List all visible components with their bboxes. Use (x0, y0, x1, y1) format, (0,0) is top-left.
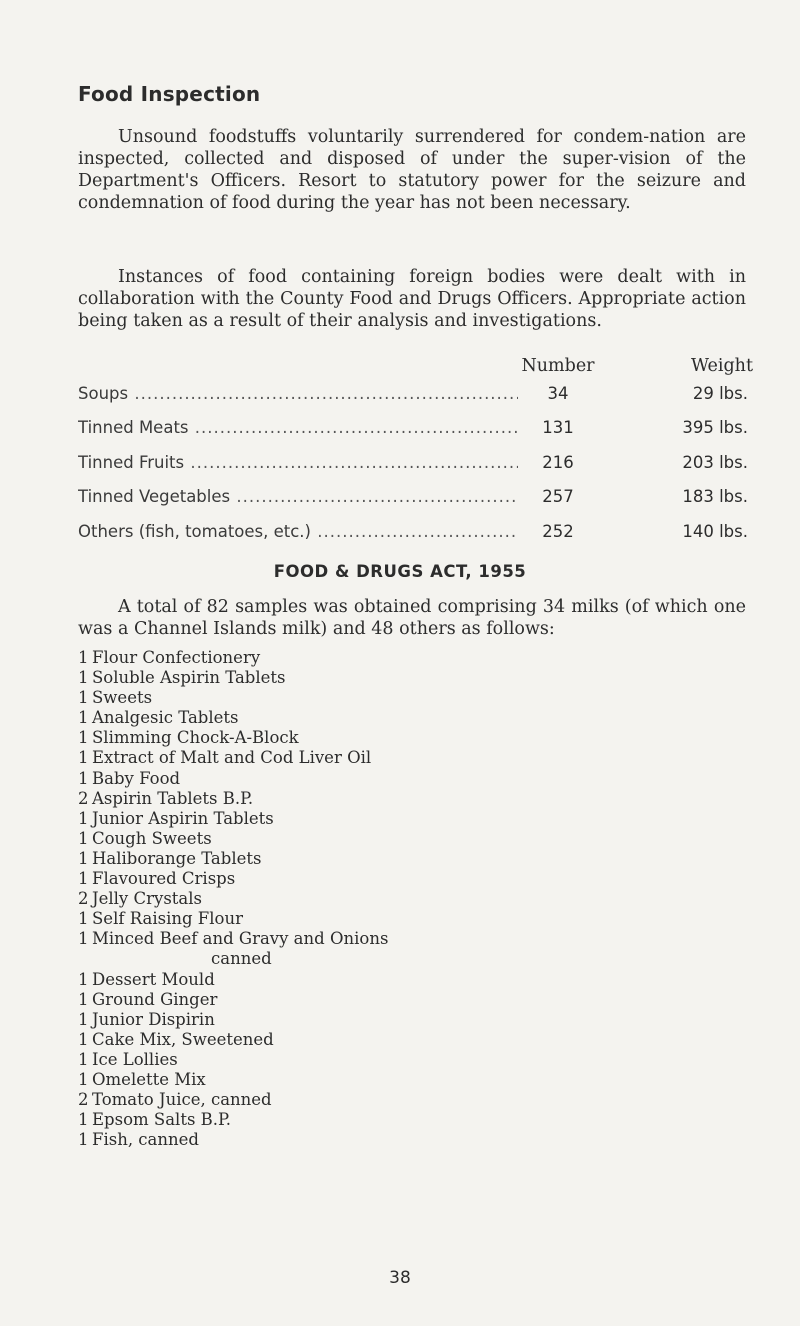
item-quantity: 1 (78, 768, 89, 788)
table-row (78, 487, 748, 521)
item-quantity: 1 (78, 808, 89, 828)
row-number: 252 (518, 522, 598, 541)
list-item (78, 648, 678, 668)
act-heading: FOOD & DRUGS ACT, 1955 (273, 562, 527, 581)
header-weight: Weight (690, 356, 753, 376)
item-description: Fish, canned (92, 1130, 199, 1150)
item-quantity: 1 (78, 929, 89, 949)
item-quantity: 1 (78, 989, 89, 1009)
samples-list (78, 648, 678, 1150)
item-quantity: 1 (78, 748, 89, 768)
item-description: Cough Sweets (92, 828, 212, 848)
item-quantity: 1 (78, 848, 89, 868)
list-item (78, 769, 678, 789)
item-quantity: 1 (78, 1130, 89, 1150)
list-item (78, 1070, 678, 1090)
row-number: 257 (518, 487, 598, 506)
table-row (78, 384, 748, 418)
row-item: Tinned Fruits ..... (78, 453, 548, 472)
page-number: 38 (389, 1268, 411, 1288)
item-quantity: 1 (78, 688, 89, 708)
list-item (78, 869, 678, 889)
item-quantity: 1 (78, 648, 89, 667)
list-item (78, 970, 678, 990)
item-description: Flavoured Crisps (92, 869, 236, 889)
item-quantity: 1 (78, 668, 89, 688)
item-description: Tomato Juice, canned (92, 1090, 272, 1110)
item-description: Ground Ginger (92, 989, 218, 1009)
item-quantity: 1 (78, 969, 89, 989)
list-item (78, 1110, 678, 1130)
list-item (78, 829, 678, 849)
list-item (78, 1010, 678, 1030)
item-description-continued: canned (211, 949, 272, 969)
item-description: Aspirin Tablets B.P. (92, 788, 254, 808)
row-item: Tinned Meats ..... (78, 418, 548, 437)
item-description: Minced Beef and Gravy and Onions (92, 929, 389, 949)
list-item (78, 1050, 678, 1070)
item-description: Ice Lollies (92, 1049, 178, 1069)
item-quantity: 1 (78, 1069, 89, 1089)
header-number: Number (521, 356, 595, 376)
list-item (78, 889, 678, 909)
list-item (78, 990, 678, 1010)
paragraph-samples: A total of 82 samples was obtained comprising 34 milks (of which one was a Channel Islands milk) and 48 others as follows: (78, 597, 746, 639)
item-quantity: 1 (78, 869, 89, 889)
section-heading: Food Inspection (78, 82, 261, 106)
table-row (78, 522, 748, 556)
item-description: Dessert Mould (92, 969, 215, 989)
row-weight: 203 lbs. (682, 452, 748, 472)
item-quantity: 1 (78, 1009, 89, 1029)
item-description: Soluble Aspirin Tablets (92, 668, 286, 688)
row-weight: 29 lbs. (692, 384, 748, 403)
list-item (78, 1130, 678, 1150)
item-quantity: 1 (78, 1029, 89, 1049)
item-description: Cake Mix, Sweetened (92, 1029, 274, 1049)
row-item: Others (fish, tomatoes, etc.) ..... (78, 522, 548, 541)
item-description: Omelette Mix (92, 1069, 206, 1089)
row-number: 131 (518, 418, 598, 437)
row-number: 216 (518, 453, 598, 472)
list-item (78, 748, 678, 768)
list-item (78, 809, 678, 829)
item-description: Flour Confectionery (92, 648, 261, 667)
item-quantity: 2 (78, 788, 89, 808)
item-quantity: 1 (78, 1110, 89, 1130)
row-weight: 395 lbs. (682, 418, 748, 438)
item-description: Baby Food (92, 768, 181, 788)
item-description: Junior Aspirin Tablets (92, 808, 274, 828)
paragraph-foreign-bodies: Instances of food containing foreign bodies were dealt with in collaboration with the County Food and Drugs Officers. Appropriate action being taken as a result of their analysis and investigations. (78, 267, 746, 331)
item-quantity: 1 (78, 708, 89, 728)
item-description: Self Raising Flour (92, 909, 243, 929)
item-description: Slimming Chock-A-Block (92, 728, 299, 748)
item-quantity: 1 (78, 909, 89, 929)
item-description: Analgesic Tablets (92, 708, 239, 728)
item-quantity: 1 (78, 728, 89, 748)
item-quantity: 2 (78, 1090, 89, 1110)
row-weight: 183 lbs. (682, 487, 748, 507)
item-description: Epsom Salts B.P. (92, 1110, 232, 1130)
item-quantity: 1 (78, 828, 89, 848)
row-weight: 140 lbs. (682, 521, 748, 541)
list-item (78, 688, 678, 708)
table-header (78, 356, 753, 384)
list-item (78, 728, 678, 748)
paragraph-unsound-foodstuffs: Unsound foodstuffs voluntarily surrendered for condem-nation are inspected, collected and disposed of under the super-vision of the Department's Officers. Resort to statutory power for the seizure and condemnation of food during the year has not been necessary. (78, 127, 746, 213)
list-item (78, 909, 678, 929)
item-description: Junior Dispirin (92, 1009, 215, 1029)
list-item (78, 1090, 678, 1110)
item-description: Haliborange Tablets (92, 848, 262, 868)
list-item (78, 1030, 678, 1050)
list-item (78, 929, 678, 969)
row-item: Tinned Vegetables ..... (78, 487, 548, 506)
item-description: Sweets (92, 688, 153, 708)
list-item (78, 849, 678, 869)
list-item (78, 668, 678, 688)
item-description: Jelly Crystals (92, 889, 203, 909)
item-quantity: 2 (78, 889, 89, 909)
table-row (78, 453, 748, 487)
list-item (78, 789, 678, 809)
row-number: 34 (518, 384, 598, 403)
table-row (78, 418, 748, 452)
condemned-food-table (78, 356, 753, 556)
row-item: Soups ..... (78, 384, 548, 403)
list-item (78, 708, 678, 728)
item-quantity: 1 (78, 1049, 89, 1069)
item-description: Extract of Malt and Cod Liver Oil (92, 748, 372, 768)
